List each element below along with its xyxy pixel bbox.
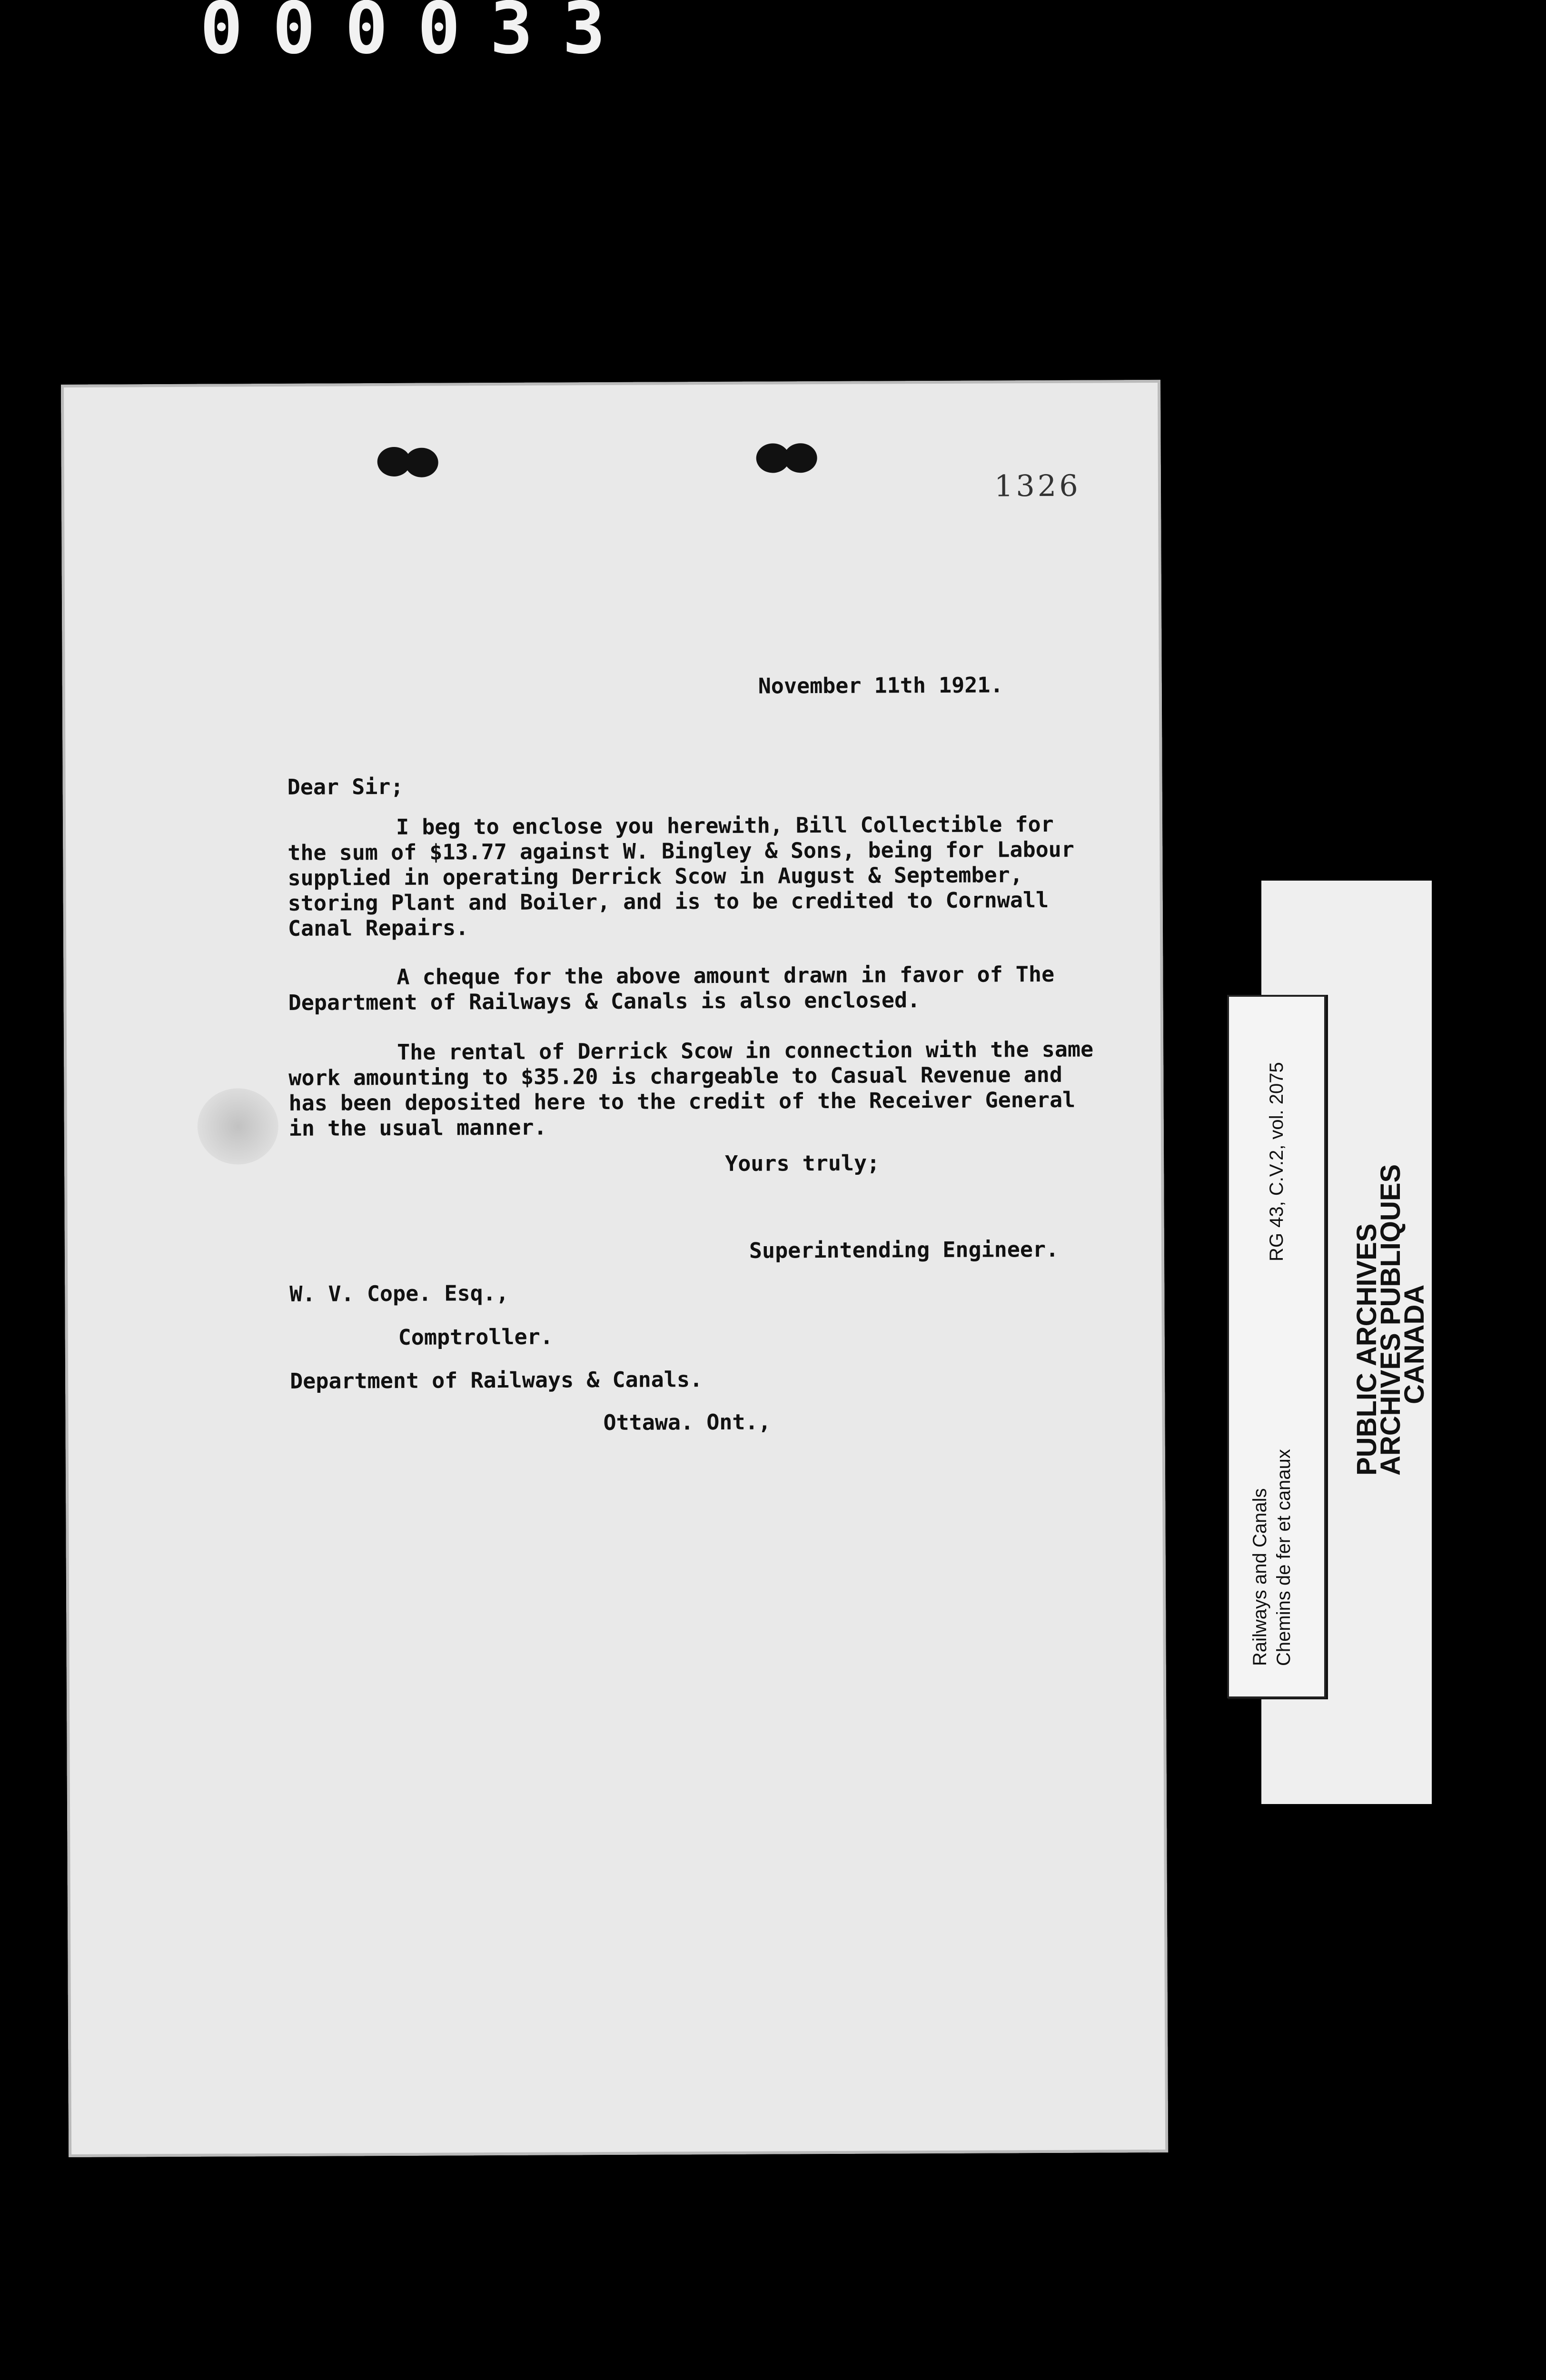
fonds-english: Railways and Canals [1249,1488,1270,1666]
punch-hole-right-b [784,443,817,473]
film-frame-number: 000033 [200,0,635,57]
punch-hole-left-b [405,448,438,477]
salutation: Dear Sir; [287,774,404,800]
paragraph3-line1: The rental of Derrick Scow in connection with the same [397,1036,1094,1065]
paragraph1-line1: I beg to enclose you herewith, Bill Collectible for [396,811,1054,840]
archive-name-line1: PUBLIC ARCHIVES [1351,1223,1382,1476]
recipient-city: Ottawa. Ont., [603,1409,771,1436]
paragraph2-line1: A cheque for the above amount drawn in favor of The [396,961,1055,990]
page-number: 1326 [994,468,1081,504]
closing: Yours truly; [725,1150,880,1176]
paragraph3-line3: has been deposited here to the credit of the Receiver General [288,1087,1076,1116]
ink-smudge [197,1088,278,1165]
paragraph2-line2: Department of Railways & Canals is also enclosed. [288,987,921,1015]
recipient-title: Comptroller. [398,1324,553,1350]
letter-sheet [61,380,1168,2157]
paragraph3-line4: in the usual manner. [288,1114,547,1141]
fonds-french: Chemins de fer et canaux [1273,1449,1294,1666]
archive-name-line3: CANADA [1399,1284,1430,1404]
paragraph3-line2: work amounting to $35.20 is chargeable to Casual Revenue and [288,1061,1063,1091]
letter-date: November 11th 1921. [758,672,1003,699]
signature-title: Superintending Engineer. [749,1236,1059,1263]
paragraph1-line5: Canal Repairs. [287,915,469,941]
archive-reference: RG 43, C.V.2, vol. 2075 [1266,1062,1287,1261]
paragraph1-line2: the sum of $13.77 against W. Bingley & Sons, being for Labour [287,836,1075,865]
paragraph1-line3: supplied in operating Derrick Scow in August & September, [287,862,1023,891]
recipient-name: W. V. Cope. Esq., [289,1280,509,1307]
archive-name-line2: ARCHIVES PUBLIQUES [1375,1164,1406,1476]
recipient-department: Department of Railways & Canals. [290,1367,703,1394]
paragraph1-line4: storing Plant and Boiler, and is to be credited to Cornwall [287,887,1049,916]
